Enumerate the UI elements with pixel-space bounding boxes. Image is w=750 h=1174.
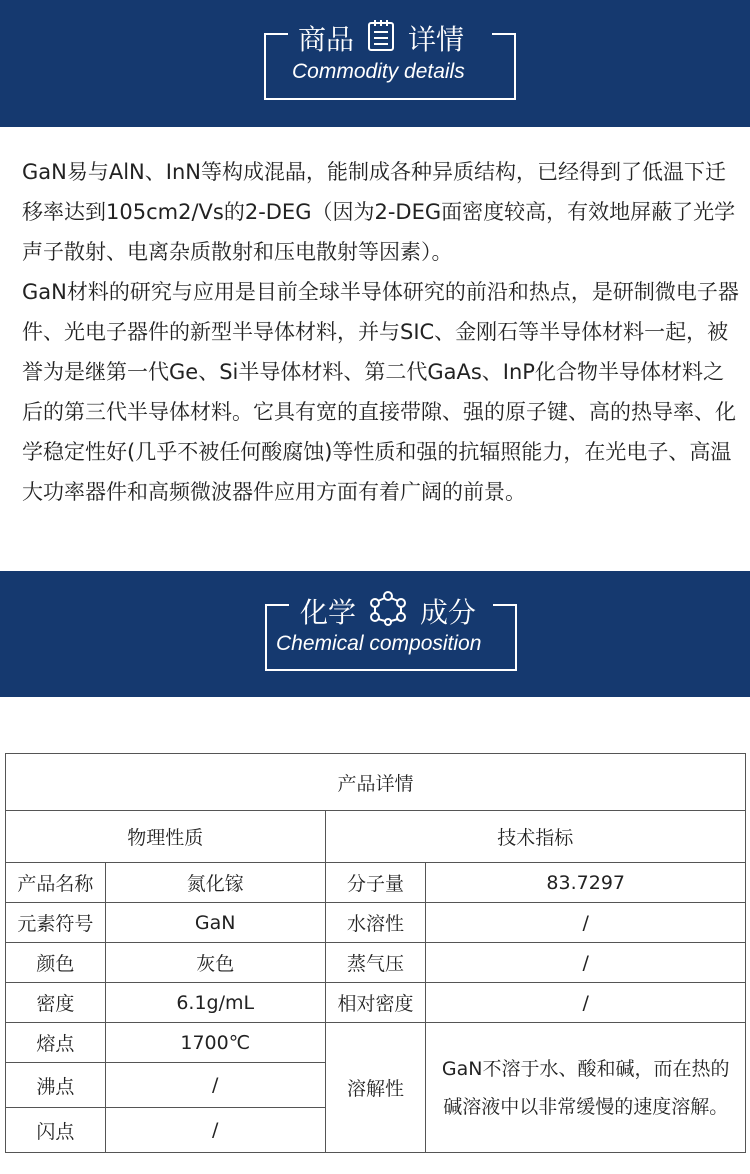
spec-label: 相对密度 (325, 983, 426, 1023)
table-row (6, 1023, 746, 1063)
spec-label: 水溶性 (325, 903, 426, 943)
property-value: 6.1g/mL (105, 983, 325, 1023)
property-label: 沸点 (6, 1063, 106, 1108)
spec-value: / (426, 903, 746, 943)
spec-value: / (426, 943, 746, 983)
intro-paragraph: GaN易与AlN、InN等构成混晶，能制成各种异质结构，已经得到了低温下迁移率达到105cm2/Vs的2-DEG（因为2-DEG面密度较高，有效地屏蔽了光学声子散射、电离杂质散射和压电散射等因素）。 (22, 160, 736, 264)
spec-label: 分子量 (325, 863, 426, 903)
header-technical-specs: 技术指标 (325, 811, 745, 863)
table-title: 产品详情 (6, 754, 746, 811)
molecule-icon (368, 590, 408, 635)
banner-title (300, 590, 476, 635)
spec-label: 蒸气压 (325, 943, 426, 983)
intro-paragraph: GaN材料的研究与应用是目前全球半导体研究的前沿和热点，是研制微电子器件、光电子器件的新型半导体材料，并与SIC、金刚石等半导体材料一起，被誉为是继第一代Ge、Si半导体材料、第二代GaAs、InP化合物半导体材料之后的第三代半导体材料。它具有宽的直接带隙、强的原子键、高的热导率、化学稳定性好(几乎不被任何酸腐蚀)等性质和强的抗辐照能力，在光电子、高温大功率器件和高频微波器件应用方面有着广阔的前景。 (22, 280, 739, 504)
property-label: 熔点 (6, 1023, 106, 1063)
solubility-text: GaN不溶于水、酸和碱，而在热的碱溶液中以非常缓慢的速度溶解。 (426, 1023, 746, 1153)
header-banner-commodity (0, 0, 750, 127)
product-details-table (5, 753, 746, 1153)
spec-value: / (426, 983, 746, 1023)
notepad-icon (366, 18, 396, 61)
intro-text (22, 152, 740, 512)
table-row (6, 863, 746, 903)
property-label: 闪点 (6, 1108, 106, 1153)
property-label: 密度 (6, 983, 106, 1023)
banner-title-left: 化学 (300, 595, 357, 629)
property-label: 元素符号 (6, 903, 106, 943)
table-row (6, 983, 746, 1023)
banner-title-right: 成分 (420, 595, 477, 629)
banner-title-right: 详情 (408, 22, 465, 56)
banner-title (298, 18, 464, 61)
header-physical-properties: 物理性质 (6, 811, 326, 863)
spec-value: 83.7297 (426, 863, 746, 903)
property-value: / (105, 1063, 325, 1108)
property-value: / (105, 1108, 325, 1153)
table-row (6, 903, 746, 943)
table-row (6, 943, 746, 983)
property-label: 颜色 (6, 943, 106, 983)
property-value: 1700℃ (105, 1023, 325, 1063)
banner-subtitle: Commodity details (292, 60, 465, 83)
solubility-label: 溶解性 (325, 1023, 426, 1153)
banner-title-left: 商品 (298, 22, 355, 56)
header-banner-chemical (0, 571, 750, 697)
property-value: 灰色 (105, 943, 325, 983)
banner-subtitle: Chemical composition (276, 632, 482, 655)
property-value: GaN (105, 903, 325, 943)
property-label: 产品名称 (6, 863, 106, 903)
property-value: 氮化镓 (105, 863, 325, 903)
